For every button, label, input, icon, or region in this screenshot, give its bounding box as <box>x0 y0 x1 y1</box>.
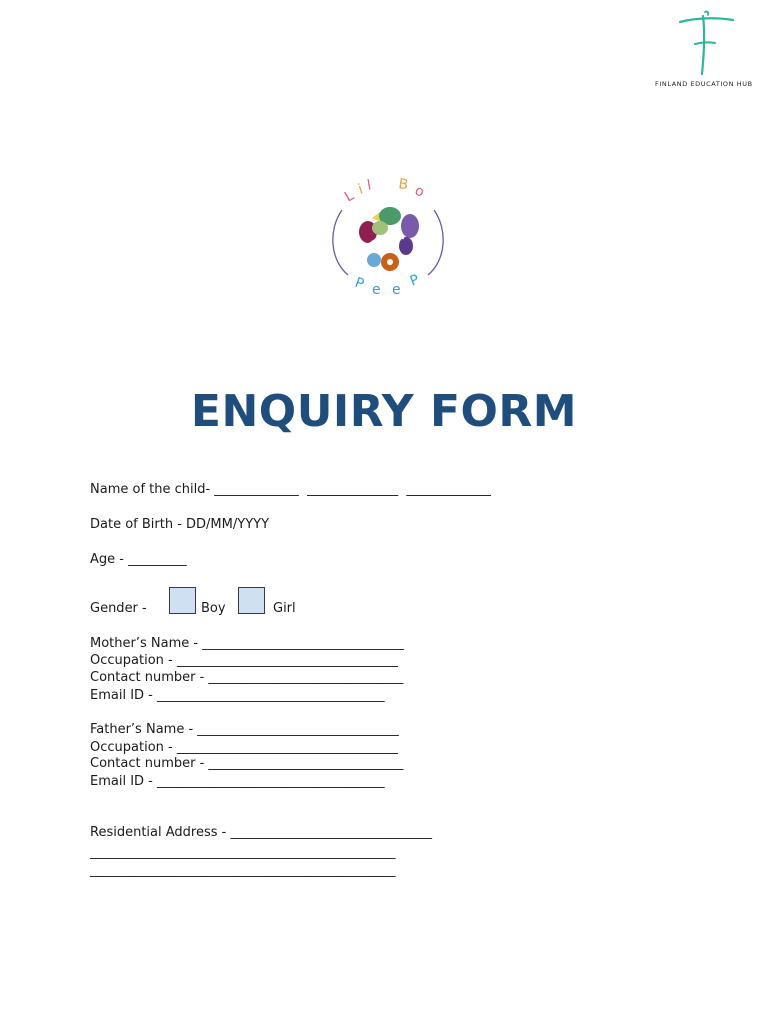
svg-text:o: o <box>412 182 427 201</box>
address-line-2[interactable]: _______________________________________________ <box>90 845 396 860</box>
father-email-field[interactable]: Email ID - ___________________________________ <box>90 774 385 789</box>
mother-contact-field[interactable]: Contact number - ______________________________ <box>90 670 404 685</box>
school-logo <box>318 170 458 300</box>
brand-name: FINLAND EDUCATION HUB <box>655 80 753 88</box>
gender-boy-label: Boy <box>201 601 226 616</box>
mother-occupation-field[interactable]: Occupation - __________________________________ <box>90 653 398 668</box>
mother-name-field[interactable]: Mother’s Name - _______________________________ <box>90 636 404 651</box>
father-contact-field[interactable]: Contact number - ______________________________ <box>90 756 404 771</box>
svg-text:e: e <box>372 282 381 298</box>
child-name-field[interactable]: Name of the child- _____________ ______________ _____________ <box>90 482 491 497</box>
gender-girl-checkbox[interactable] <box>238 587 265 614</box>
finland-education-hub-logo <box>655 10 767 92</box>
svg-text:l: l <box>365 177 373 194</box>
lil-bo-peep-logo-icon <box>318 170 458 300</box>
brand-f-icon <box>675 10 735 76</box>
father-name-field[interactable]: Father’s Name - _______________________________ <box>90 722 399 737</box>
gender-label: Gender - <box>90 601 147 616</box>
gender-boy-checkbox[interactable] <box>169 587 196 614</box>
address-line-3[interactable]: _______________________________________________ <box>90 863 396 878</box>
svg-text:P: P <box>407 271 422 290</box>
svg-text:i: i <box>356 181 365 198</box>
svg-text:P: P <box>352 274 367 293</box>
residential-address-field[interactable]: Residential Address - _______________________________ <box>90 825 432 840</box>
svg-text:L: L <box>342 187 357 206</box>
gender-girl-label: Girl <box>273 601 296 616</box>
page-title: ENQUIRY FORM <box>190 386 578 437</box>
dob-field[interactable]: Date of Birth - DD/MM/YYYY <box>90 517 270 532</box>
age-field[interactable]: Age - _________ <box>90 552 187 567</box>
svg-text:B: B <box>397 176 410 194</box>
father-occupation-field[interactable]: Occupation - __________________________________ <box>90 740 398 755</box>
mother-email-field[interactable]: Email ID - ___________________________________ <box>90 688 385 703</box>
svg-text:e: e <box>392 282 401 298</box>
